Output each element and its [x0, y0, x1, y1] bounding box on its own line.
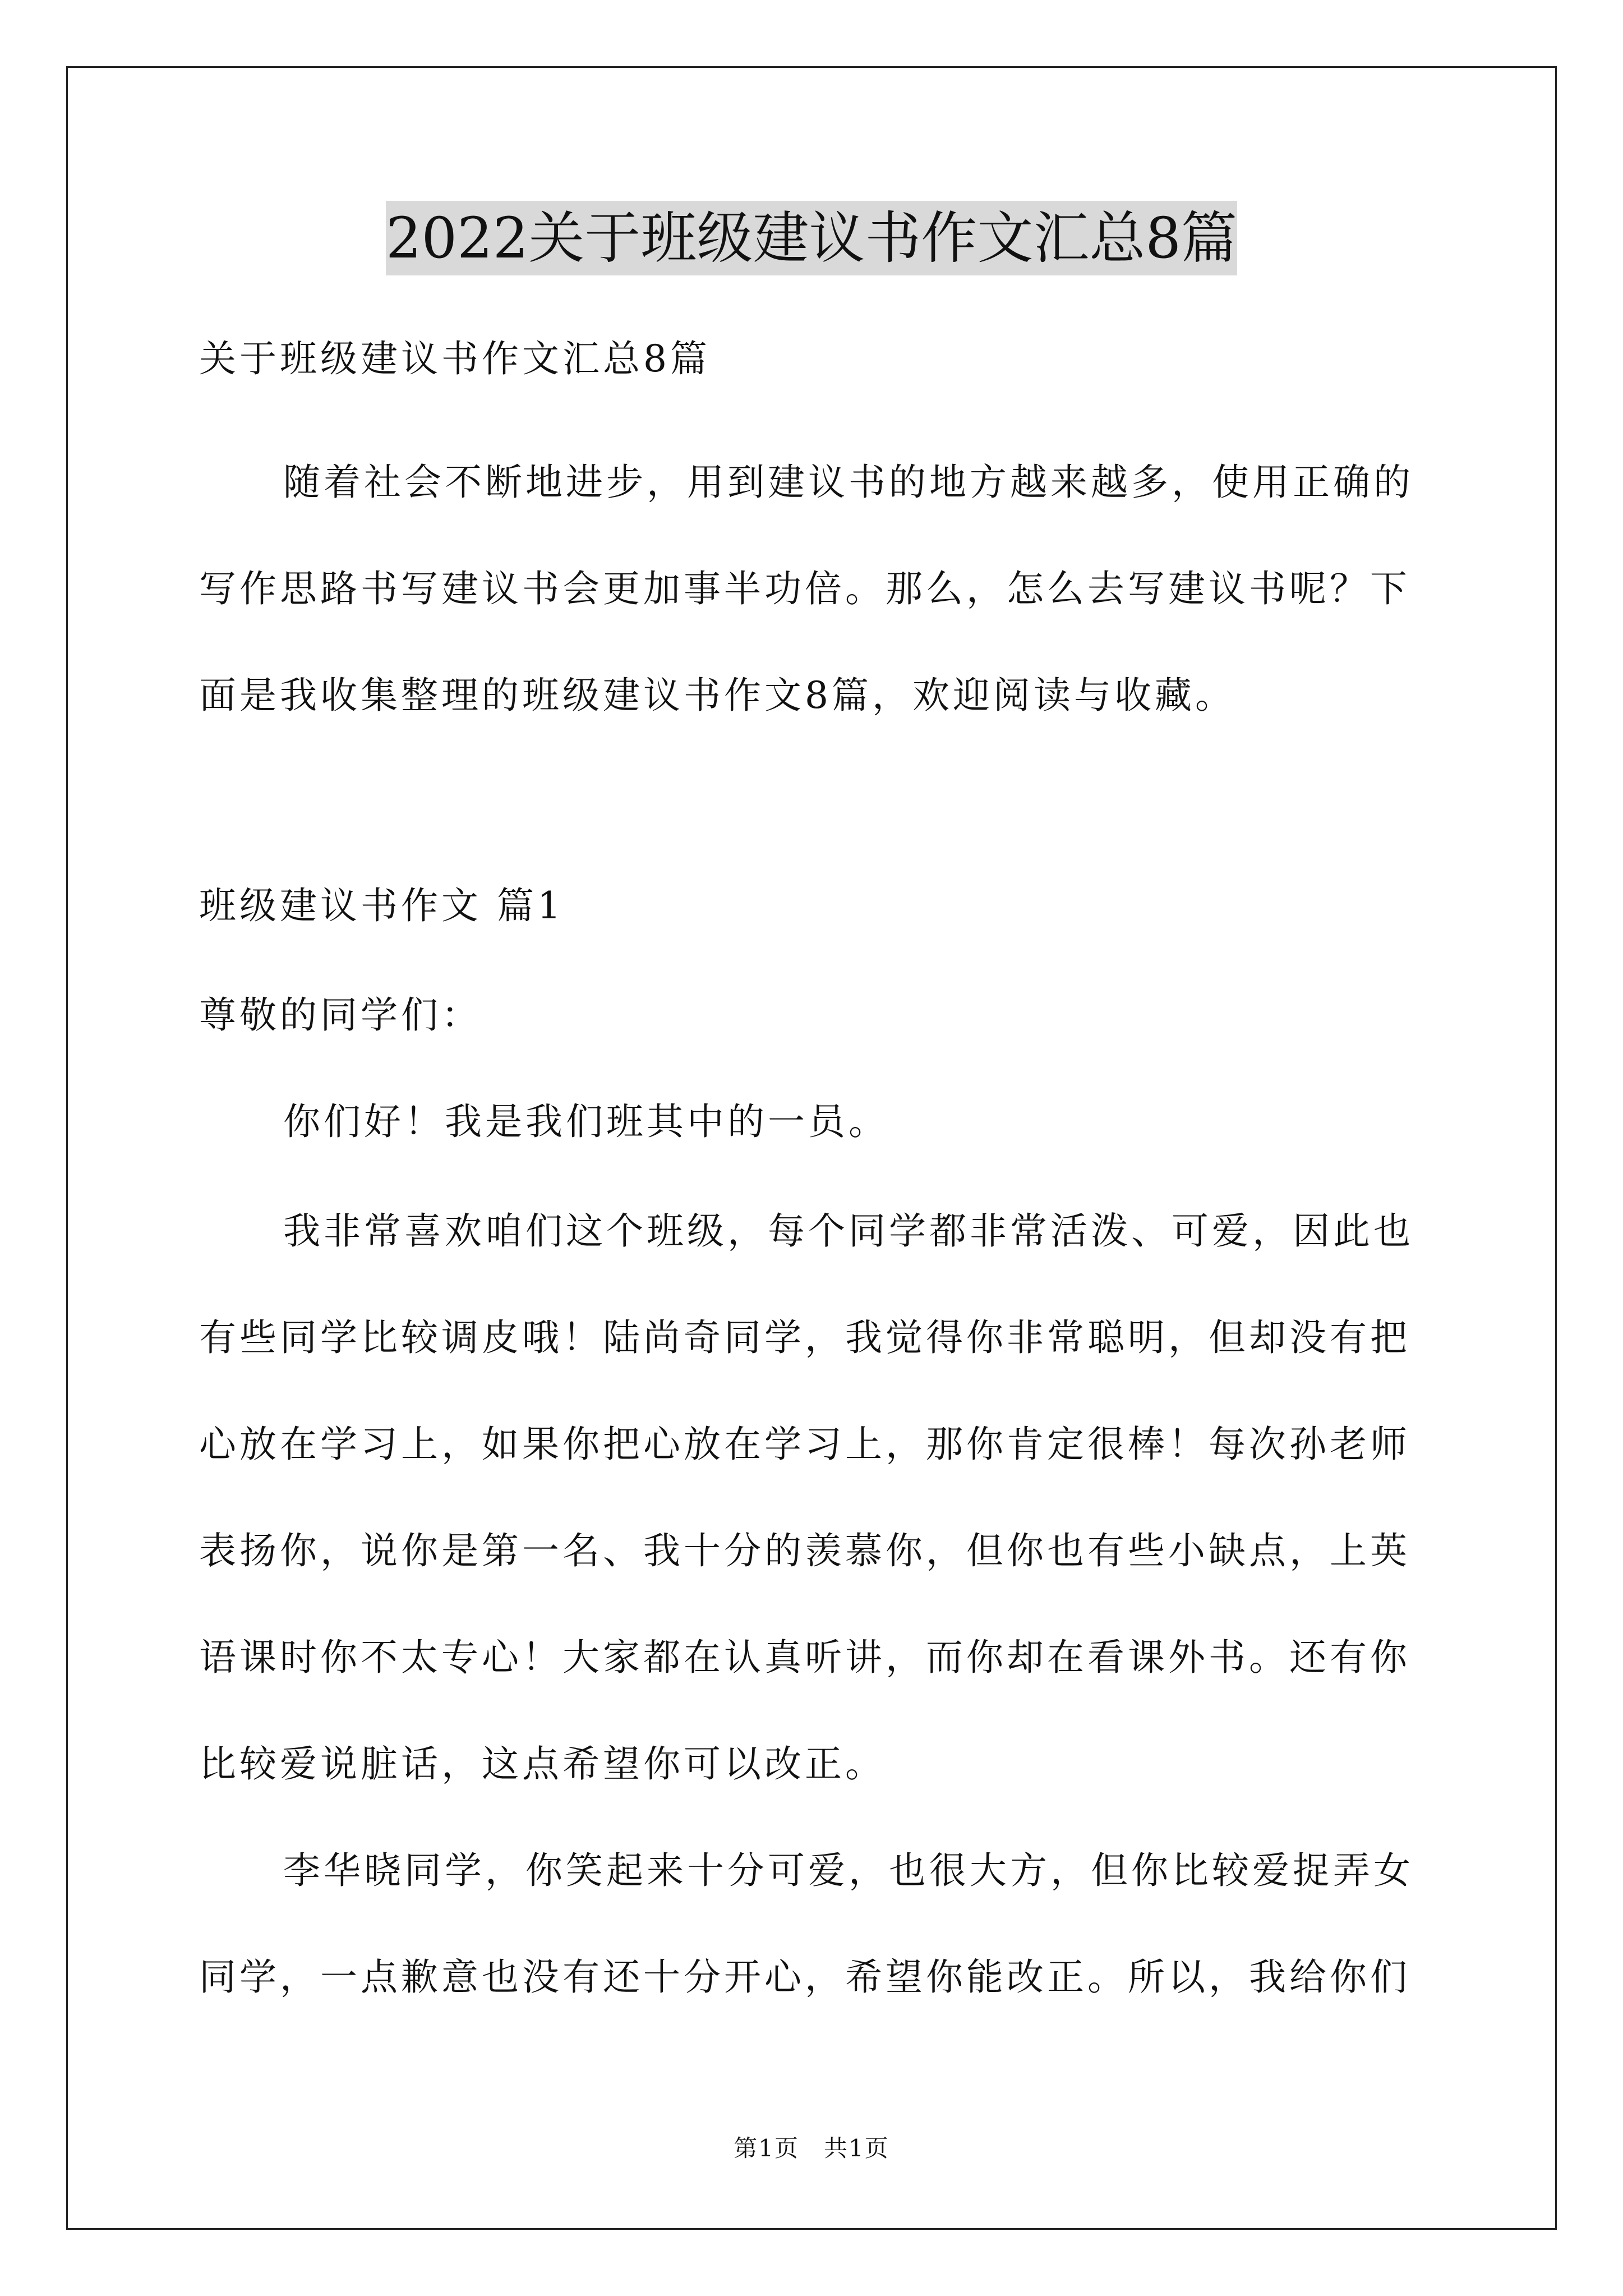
- body-line-3: 心放在学习上，如果你把心放在学习上，那你肯定很棒！每次孙老师: [199, 1423, 1410, 1466]
- intro-line-3: 面是我收集整理的班级建议书作文8篇，欢迎阅读与收藏。: [199, 674, 1235, 717]
- greeting-line: 你们好！我是我们班其中的一员。: [283, 1100, 889, 1143]
- intro-line-1: 随着社会不断地进步，用到建议书的地方越来越多，使用正确的: [283, 461, 1414, 504]
- body-line-4: 表扬你，说你是第一名、我十分的羡慕你，但你也有些小缺点，上英: [199, 1529, 1410, 1572]
- body-line-8: 同学，一点歉意也没有还十分开心，希望你能改正。所以，我给你们: [199, 1955, 1410, 1999]
- document-title: 2022关于班级建议书作文汇总8篇: [0, 202, 1623, 275]
- salutation: 尊敬的同学们：: [199, 993, 482, 1037]
- page-border: [66, 66, 1557, 2230]
- subtitle-line: 关于班级建议书作文汇总8篇: [199, 337, 711, 380]
- body-line-7: 李华晓同学，你笑起来十分可爱，也很大方，但你比较爱捉弄女: [283, 1849, 1414, 1892]
- page-footer: 第1页 共1页: [734, 2134, 889, 2162]
- body-line-1: 我非常喜欢咱们这个班级，每个同学都非常活泼、可爱，因此也: [283, 1209, 1414, 1253]
- body-line-5: 语课时你不太专心！大家都在认真听讲，而你却在看课外书。还有你: [199, 1636, 1410, 1679]
- body-line-6: 比较爱说脏话，这点希望你可以改正。: [199, 1742, 886, 1786]
- section-heading: 班级建议书作文 篇1: [199, 884, 564, 927]
- intro-line-2: 写作思路书写建议书会更加事半功倍。那么，怎么去写建议书呢？下: [199, 567, 1410, 610]
- body-line-2: 有些同学比较调皮哦！陆尚奇同学，我觉得你非常聪明，但却没有把: [199, 1316, 1410, 1359]
